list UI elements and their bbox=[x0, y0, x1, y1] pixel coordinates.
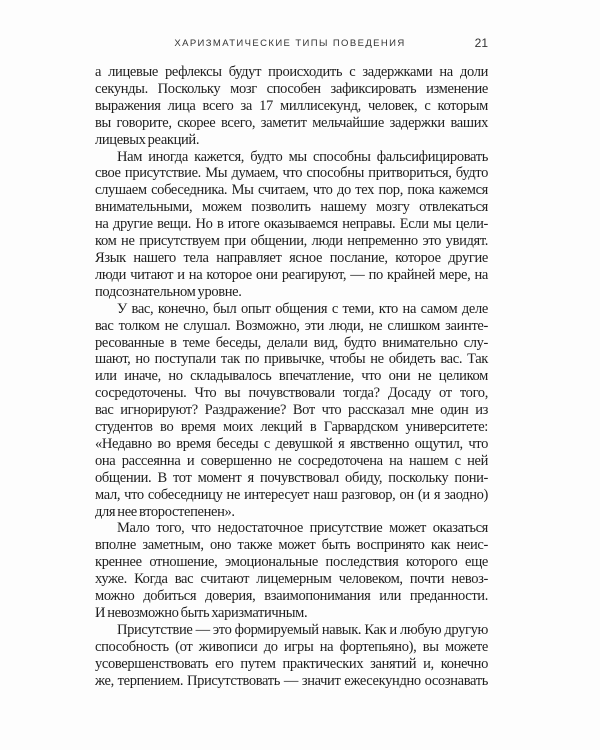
text-line: вас игнорируют? Раздражение? Вот что рассказал мне один из bbox=[95, 402, 488, 419]
text-line: люди читают и на которое они реагируют, — по крайней мере, на bbox=[95, 266, 488, 283]
text-line: У вас, конечно, был опыт общения с теми, кто на самом деле bbox=[117, 300, 488, 317]
paragraph bbox=[95, 622, 488, 690]
text-line: а лицевые рефлексы будут происходить с задержками на доли bbox=[95, 64, 488, 80]
paragraph bbox=[95, 301, 488, 521]
text-line: усовершенствовать его путем практических занятий и, конечно bbox=[95, 655, 488, 672]
text-line: вас толком не слушал. Возможно, эти люди, не слишком заинте- bbox=[95, 317, 488, 334]
paragraph bbox=[95, 149, 488, 301]
text-line: вполне заметным, оно также может быть воспринято как неис- bbox=[95, 537, 488, 554]
text-line: ком не присутствуем при общении, люди непременно это увидят. bbox=[95, 233, 488, 250]
text-line: Мало того, что недостаточное присутствие может оказаться bbox=[117, 520, 488, 537]
body-text bbox=[95, 64, 488, 690]
text-line: на другие вещи. Но в итоге оказываемся неправы. Если мы цели- bbox=[95, 216, 488, 233]
text-line: «Недавно во время беседы с девушкой я явственно ощутил, что bbox=[95, 435, 488, 452]
running-title: ХАРИЗМАТИЧЕСКИЕ ТИПЫ ПОВЕДЕНИЯ bbox=[174, 38, 406, 49]
text-line: хуже. Когда вас считают лицемерным человеком, почти невоз- bbox=[95, 571, 488, 588]
text-line: Присутствие — это формируемый навык. Как и любую другую bbox=[117, 621, 488, 638]
text-line: креннее отношение, эмоциональные последствия которого еще bbox=[95, 554, 488, 571]
text-line: выражения лица всего за 17 миллисекунд, человек, с которым bbox=[95, 97, 488, 114]
paragraph bbox=[95, 64, 488, 149]
text-line: свое присутствие. Мы думаем, что способны притвориться, будто bbox=[95, 165, 488, 182]
text-line: слушаем собеседника. Мы считаем, что до тех пор, пока кажемся bbox=[95, 182, 488, 199]
text-line: Нам иногда кажется, будто мы способны фальсифицировать bbox=[117, 148, 488, 165]
text-line: вы говорите, скорее всего, заметит мельчайшие задержки ваших bbox=[95, 114, 488, 131]
text-line: Язык нашего тела направляет ясное послание, которое другие bbox=[95, 249, 488, 266]
text-line: она рассеянна и совершенно не сосредоточена на нашем с ней bbox=[95, 452, 488, 469]
text-line: студентов во время моих лекций в Гарвардском университете: bbox=[95, 419, 488, 436]
text-line: для нее второстепенен». bbox=[95, 503, 235, 520]
text-line: общении. В тот момент я почувствовал обиду, поскольку пони- bbox=[95, 469, 488, 486]
text-line: или иначе, но складывалось впечатление, что они не целиком bbox=[95, 368, 488, 385]
text-line: сосредоточены. Что вы почувствовали тогда? Досаду от того, bbox=[95, 385, 488, 402]
text-line: подсознательном уровне. bbox=[95, 283, 242, 300]
text-line: И невозможно быть харизматичным. bbox=[95, 605, 308, 621]
text-line: способность (от живописи до игры на фортепьяно), вы можете bbox=[95, 638, 488, 655]
text-line: ресованные в теме беседы, делали вид, будто внимательно слу- bbox=[95, 334, 488, 351]
text-line: можно добиться доверия, взаимопонимания или преданности. bbox=[95, 588, 488, 605]
text-line: лицевых реакций. bbox=[95, 131, 200, 148]
text-line: мал, что собеседницу не интересует наш разговор, он (и я заодно) bbox=[95, 486, 488, 503]
page-number: 21 bbox=[474, 36, 488, 50]
text-line: же, терпением. Присутствовать — значит ежесекундно осознавать bbox=[95, 672, 488, 689]
text-line: секунды. Поскольку мозг способен зафиксировать изменение bbox=[95, 80, 488, 97]
running-head bbox=[95, 36, 488, 52]
paragraph bbox=[95, 520, 488, 621]
text-line: шают, но поступали так по привычке, чтобы не обидеть вас. Так bbox=[95, 351, 488, 368]
text-line: внимательными, можем позволить нашему мозгу отвлекаться bbox=[95, 199, 488, 216]
